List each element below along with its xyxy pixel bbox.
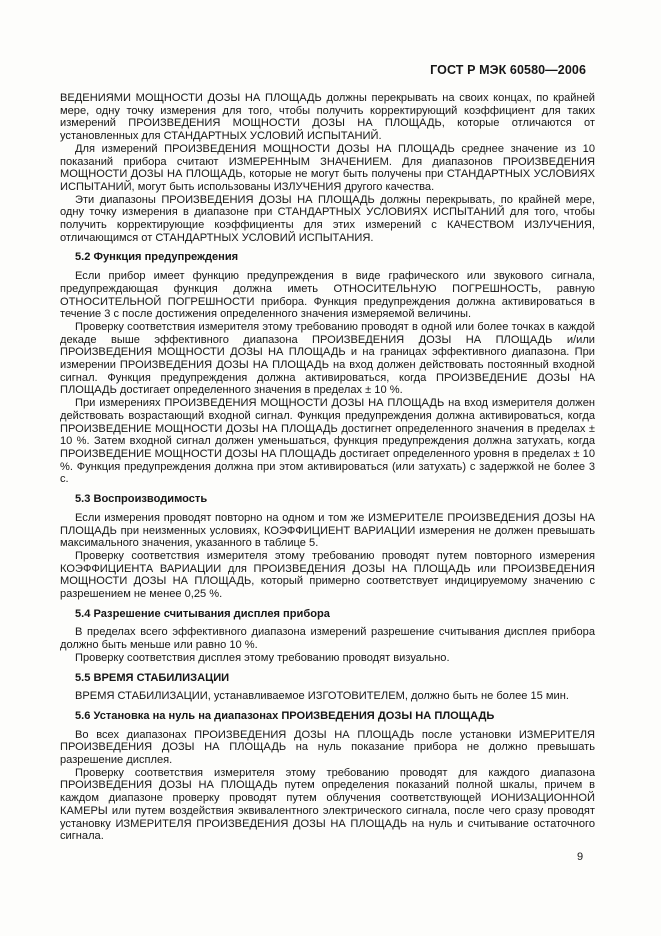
paragraph: Во всех диапазонах ПРОИЗВЕДЕНИЯ ДОЗЫ НА ПЛОЩАДЬ после установки ИЗМЕРИТЕЛЯ ПРОИЗВЕДЕНИЯ ДОЗЫ НА ПЛОЩАДЬ на нуль показание прибора не должно превышать разрешение дисплея. <box>60 728 595 767</box>
paragraph: Если измерения проводят повторно на одном и том же ИЗМЕРИТЕЛЕ ПРОИЗВЕДЕНИЯ ДОЗЫ НА ПЛОЩАДЬ при неизменных условиях, КОЭФФИЦИЕНТ ВАРИАЦИИ измерения не должен превышать максимального значения, указанного в таблице 5. <box>60 511 595 550</box>
paragraph: Эти диапазоны ПРОИЗВЕДЕНИЯ ДОЗЫ НА ПЛОЩАДЬ должны перекрывать, по крайней мере, одну точку измерения в диапазоне при СТАНДАРТНЫХ УСЛОВИЯХ ИСПЫТАНИЙ для того, чтобы получить корректирующие коэффициенты для этих измерений с КАЧЕСТВОМ ИЗЛУЧЕНИЯ, отличающимся от СТАНДАРТНЫХ УСЛОВИЙ ИСПЫТАНИЯ. <box>60 193 595 244</box>
paragraph: Проверку соответствия измерителя этому требованию проводят в одной или более точках в каждой декаде выше эффективного диапазона ПРОИЗВЕДЕНИЯ ДОЗЫ НА ПЛОЩАДЬ и/или ПРОИЗВЕДЕНИЯ МОЩНОСТИ ДОЗЫ НА ПЛОЩАДЬ и на границах эффективного диапазона. При измерении ПРОИЗВЕДЕНИЯ ДОЗЫ НА ПЛОЩАДЬ на вход должен действовать постоянный входной сигнал. Функция предупреждения должна активироваться, когда ПРОИЗВЕДЕНИЕ ДОЗЫ НА ПЛОЩАДЬ достигает определенного значения в пределах ± 10 %. <box>60 320 595 397</box>
paragraph: Проверку соответствия измерителя этому требованию проводят для каждого диапазона ПРОИЗВЕДЕНИЯ ДОЗЫ НА ПЛОЩАДЬ путем определения показаний полной шкалы, причем в каждом диапазоне проверку проводят путем облучения соответствующей ИОНИЗАЦИОННОЙ КАМЕРЫ или путем воздействия эквивалентного электрического сигнала, после чего сразу проводят установку ИЗМЕРИТЕЛЯ ПРОИЗВЕДЕНИЯ ДОЗЫ НА ПЛОЩАДЬ на нуль и считывание остаточного сигнала. <box>60 766 595 843</box>
page-number: 9 <box>577 851 584 863</box>
document-id-header: ГОСТ Р МЭК 60580—2006 <box>430 63 586 77</box>
paragraph: В пределах всего эффективного диапазона измерений разрешение считывания дисплея прибора должно быть меньше или равно 10 %. <box>60 626 595 652</box>
paragraph: При измерениях ПРОИЗВЕДЕНИЯ МОЩНОСТИ ДОЗЫ НА ПЛОЩАДЬ на вход измерителя должен действовать возрастающий входной сигнал. Функция предупреждения должна активироваться, когда ПРОИЗВЕДЕНИЕ МОЩНОСТИ ДОЗЫ НА ПЛОЩАДЬ достигнет определенного значения в пределах ± 10 %. Затем входной сигнал должен уменьшаться, функция предупреждения должна затухать, когда ПРОИЗВЕДЕНИЕ МОЩНОСТИ ДОЗЫ НА ПЛОЩАДЬ достигает определенного уровня в пределах ± 10 %. Функция предупреждения должна при этом активироваться (или затухать) с задержкой не более 3 с. <box>60 397 595 486</box>
section-heading-5-4: 5.4 Разрешение считывания дисплея прибора <box>75 607 330 620</box>
section-heading-5-3: 5.3 Воспроизводимость <box>75 493 208 506</box>
paragraph: ВЕДЕНИЯМИ МОЩНОСТИ ДОЗЫ НА ПЛОЩАДЬ должны перекрывать на своих концах, по крайней мере, одну точку измерения для того, чтобы получить корректирующий коэффициент для таких измерений ПРОИЗВЕДЕНИЯ МОЩНОСТИ ДОЗЫ НА ПЛОЩАДЬ, которые отличаются от установленных для СТАНДАРТНЫХ УСЛОВИЙ ИСПЫТАНИЙ. <box>60 92 595 143</box>
page-body <box>60 92 595 843</box>
section-heading-5-2: 5.2 Функция предупреждения <box>75 251 239 264</box>
paragraph: Для измерений ПРОИЗВЕДЕНИЯ МОЩНОСТИ ДОЗЫ НА ПЛОЩАДЬ среднее значение из 10 показаний прибора считают ИЗМЕРЕННЫМ ЗНАЧЕНИЕМ. Для диапазонов ПРОИЗВЕДЕНИЯ МОЩНОСТИ ДОЗЫ НА ПЛОЩАДЬ, которые не могут быть получены при СТАНДАРТНЫХ УСЛОВИЯХ ИСПЫТАНИЙ, могут быть использованы ИЗЛУЧЕНИЯ другого качества. <box>60 142 595 193</box>
paragraph: ВРЕМЯ СТАБИЛИЗАЦИИ, устанавливаемое ИЗГОТОВИТЕЛЕМ, должно быть не более 15 мин. <box>75 690 569 703</box>
paragraph: Проверку соответствия измерителя этому требованию проводят путем повторного измерения КОЭФФИЦИЕНТА ВАРИАЦИИ для ПРОИЗВЕДЕНИЯ ДОЗЫ НА ПЛОЩАДЬ или ПРОИЗВЕДЕНИЯ МОЩНОСТИ ДОЗЫ НА ПЛОЩАДЬ, который примерно соответствует индицируемому значению с разрешением не менее 0,25 %. <box>60 549 595 601</box>
section-heading-5-6: 5.6 Установка на нуль на диапазонах ПРОИЗВЕДЕНИЯ ДОЗЫ НА ПЛОЩАДЬ <box>75 709 495 722</box>
paragraph: Проверку соответствия дисплея этому требованию проводят визуально. <box>75 651 450 664</box>
section-heading-5-5: 5.5 ВРЕМЯ СТАБИЛИЗАЦИИ <box>75 671 230 684</box>
paragraph: Если прибор имеет функцию предупреждения в виде графического или звукового сигнала, предупреждающая функция должна иметь ОТНОСИТЕЛЬНУЮ ПОГРЕШНОСТЬ, равную ОТНОСИТЕЛЬНОЙ ПОГРЕШНОСТИ прибора. Функция предупреждения должна активироваться в течение 3 с после достижения определенного значения измеряемой величины. <box>60 270 595 321</box>
